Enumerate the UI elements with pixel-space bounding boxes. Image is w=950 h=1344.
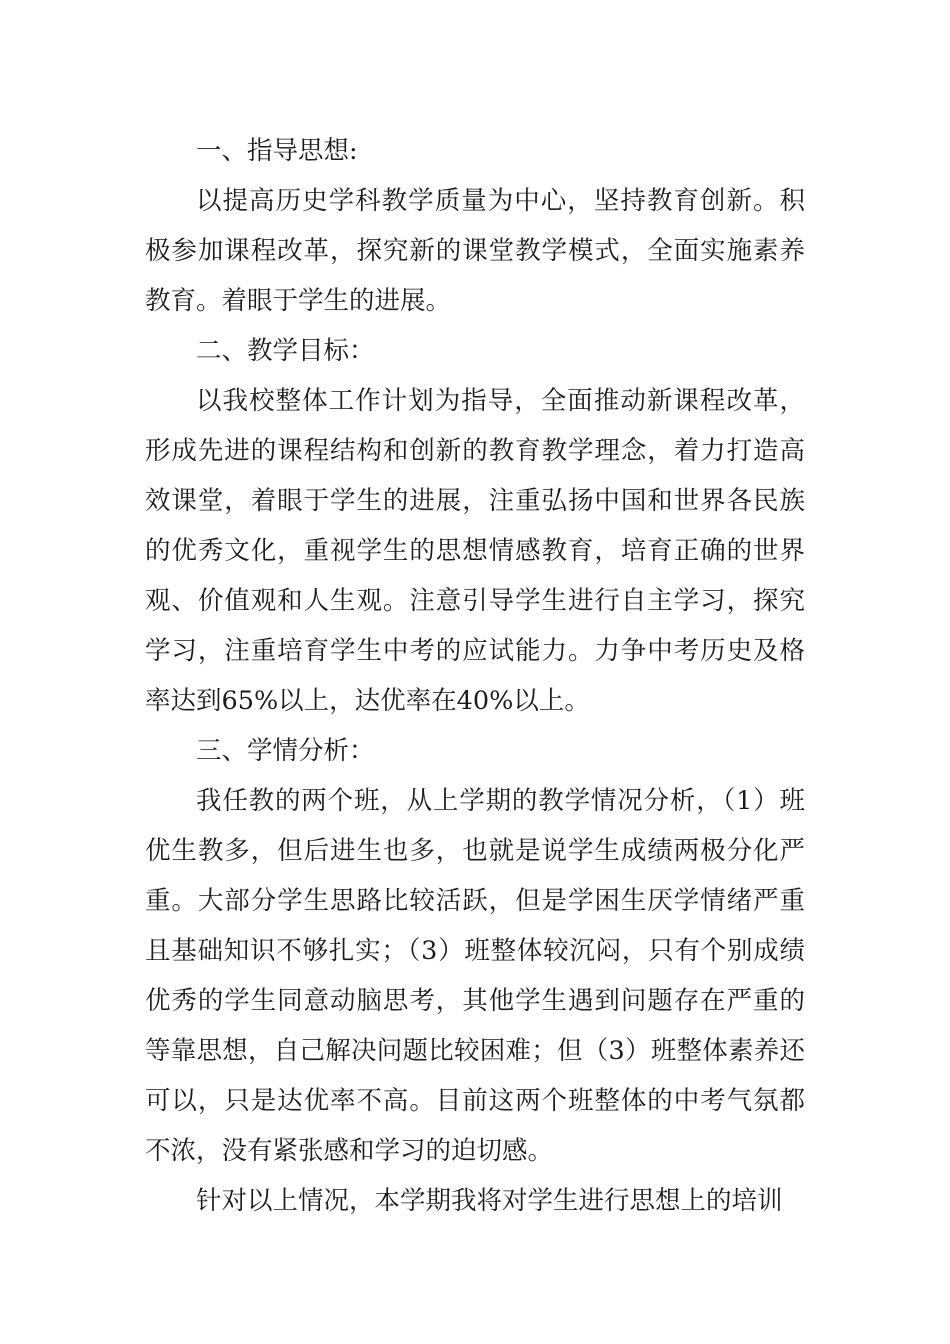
document-body bbox=[145, 126, 805, 1226]
paragraph-student-analysis: 我任教的两个班，从上学期的教学情况分析，（1）班优生教多，但后进生也多，也就是说学生成绩两极分化严重。大部分学生思路比较活跃，但是学困生厌学情绪严重且基础知识不够扎实；（3）班整体较沉闷，只有个别成绩优秀的学生同意动脑思考，其他学生遇到问题存在严重的等靠思想，自己解决问题比较困难；但（3）班整体素养还可以，只是达优率不高。目前这两个班整体的中考气氛都不浓，没有紧张感和学习的迫切感。 bbox=[145, 786, 805, 1166]
heading-teaching-goals: 二、教学目标： bbox=[196, 336, 375, 366]
heading-student-analysis: 三、学情分析： bbox=[196, 736, 375, 766]
paragraph-measures: 针对以上情况，本学期我将对学生进行思想上的培训 bbox=[196, 1186, 783, 1216]
heading-guiding-thought: 一、指导思想: bbox=[196, 136, 358, 166]
paragraph-guiding-thought: 以提高历史学科教学质量为中心，坚持教育创新。积极参加课程改革，探究新的课堂教学模式，全面实施素养教育。着眼于学生的进展。 bbox=[145, 186, 805, 316]
paragraph-teaching-goals: 以我校整体工作计划为指导，全面推动新课程改革，形成先进的课程结构和创新的教育教学理念，着力打造高效课堂，着眼于学生的进展，注重弘扬中国和世界各民族的优秀文化，重视学生的思想情感教育，培育正确的世界观、价值观和人生观。注意引导学生进行自主学习，探究学习，注重培育学生中考的应试能力。力争中考历史及格率达到65%以上，达优率在40%以上。 bbox=[145, 386, 805, 716]
